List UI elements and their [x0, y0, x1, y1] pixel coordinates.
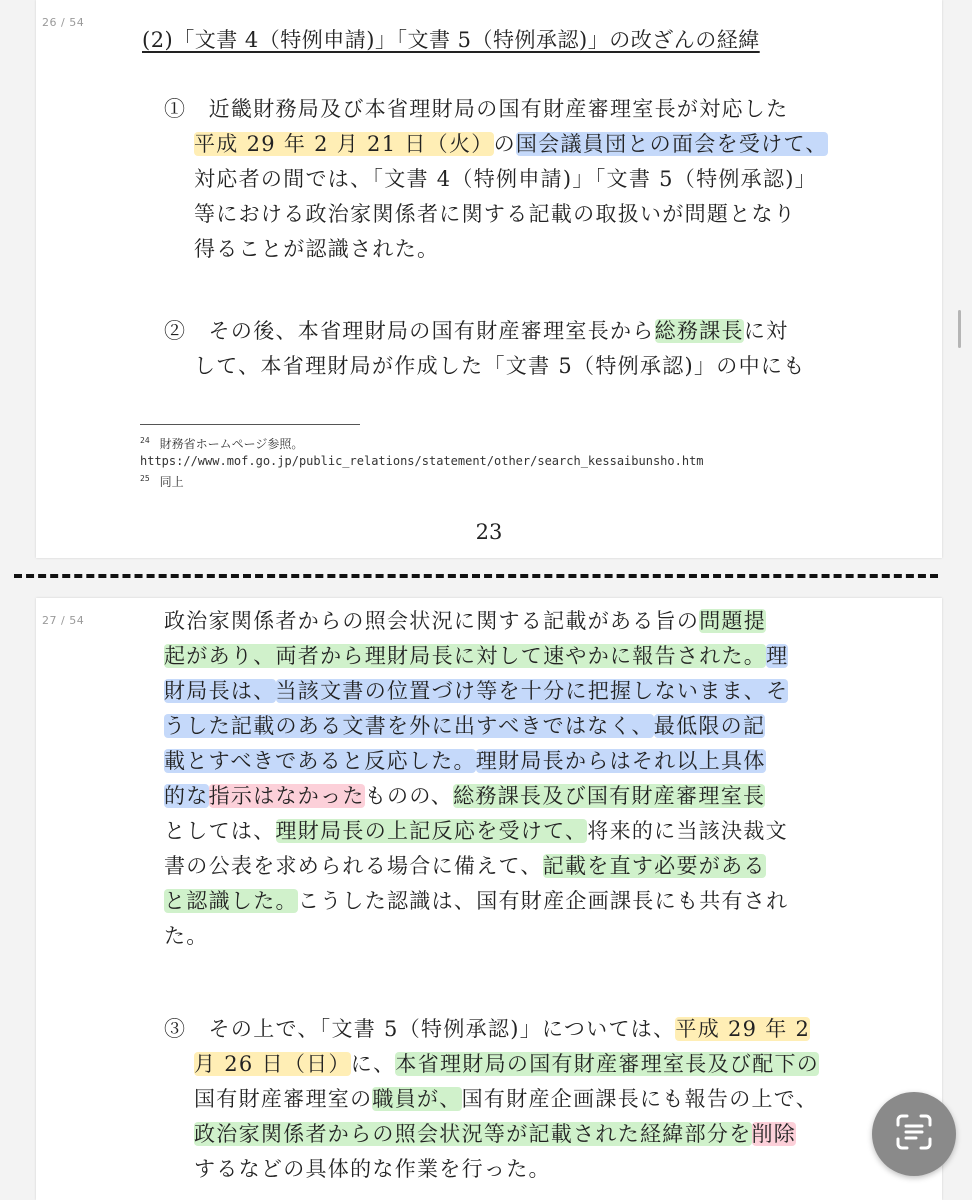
- highlight-blue: 当該文書の位置づけ等を十分に把握しないまま、そ: [275, 679, 789, 703]
- text-span: に、: [350, 1052, 396, 1076]
- footnote-text: 同上: [159, 475, 184, 489]
- highlight-blue: 最低限の記: [653, 714, 766, 738]
- text-span: 政治家関係者からの照会状況に関する記載がある旨の: [164, 609, 700, 633]
- footnotes: [140, 432, 704, 491]
- highlight-blue: 財局長は、: [164, 679, 276, 703]
- highlight-blue: 国会議員団との面会を受けて、: [515, 132, 828, 156]
- footnote-24: [140, 432, 704, 453]
- text-span: 書の公表を求められる場合に備えて、: [164, 854, 543, 878]
- section-heading: (2)「文書 4（特例申請)」「文書 5（特例承認)」の改ざんの経緯: [142, 28, 760, 52]
- text-span: ② その後、本省理財局の国有財産審理室長から: [164, 319, 655, 343]
- highlight-blue: 理財局長からはそれ以上具体: [475, 749, 766, 773]
- scrollbar-thumb[interactable]: [958, 310, 961, 348]
- text-span: の: [493, 132, 516, 156]
- footnote-divider: [140, 424, 360, 425]
- highlight-yellow: 平成 29 年 2: [675, 1017, 811, 1041]
- text-line: して、本省理財局が作成した「文書 5（特例承認)」の中にも: [194, 354, 806, 378]
- highlight-green: 本省理財局の国有財産審理室長及び配下の: [395, 1052, 820, 1076]
- text-line: [194, 1117, 864, 1152]
- text-line: [164, 604, 864, 639]
- page-indicator: 26 / 54: [42, 16, 85, 29]
- paragraph-continued: [164, 604, 864, 954]
- text-line: [164, 779, 864, 814]
- page-folio-number: 23: [475, 520, 503, 544]
- text-span: 国有財産企画課長にも報告の上で、: [461, 1087, 818, 1111]
- text-line: [194, 127, 864, 162]
- text-span: に対: [743, 319, 789, 343]
- page-indicator: 27 / 54: [42, 614, 85, 627]
- highlight-blue: 載とすべきであると反応した。: [164, 749, 476, 773]
- paragraph-3: [164, 1012, 864, 1187]
- text-scan-button[interactable]: [872, 1092, 956, 1176]
- highlight-green: と認識した。: [164, 889, 298, 913]
- highlight-green: 記載を直す必要がある: [542, 854, 766, 878]
- text-span: 将来的に当該決裁文: [587, 819, 788, 843]
- footnote-url: https://www.mof.go.jp/public_relations/statement/other/search_kessaibunsho.htm: [140, 454, 704, 468]
- highlight-green: 理財局長の上記反応を受けて、: [275, 819, 588, 843]
- highlight-pink: 指示はなかった: [208, 784, 365, 808]
- text-line: [164, 849, 864, 884]
- document-page-26: [36, 0, 942, 558]
- text-span: ③ その上で、「文書 5（特例承認)」については、: [164, 1017, 676, 1041]
- text-span: こうした認識は、国有財産企画課長にも共有され: [297, 889, 789, 913]
- highlight-green: 職員が、: [372, 1087, 462, 1111]
- text-line: するなどの具体的な作業を行った。: [194, 1157, 551, 1181]
- highlight-green: 総務課長: [654, 319, 744, 343]
- page-separator: [14, 574, 938, 578]
- highlight-yellow: 平成 29 年 2 月 21 日（火）: [194, 132, 494, 156]
- paragraph-2: [164, 314, 864, 384]
- highlight-green: 問題提: [699, 609, 767, 633]
- footnote-number: 24: [140, 436, 150, 445]
- text-span: ものの、: [364, 784, 454, 808]
- text-line: [164, 884, 864, 919]
- document-page-27: [36, 598, 942, 1200]
- text-line: [194, 1047, 864, 1082]
- footnote-text: 財務省ホームページ参照。: [159, 437, 304, 451]
- text-span: としては、: [164, 819, 276, 843]
- highlight-green: 起があり、両者から理財局長に対して速やかに報告された。: [164, 644, 767, 668]
- highlight-green: 政治家関係者からの照会状況等が記載された経緯部分を: [194, 1122, 752, 1146]
- text-line: 等における政治家関係者に関する記載の取扱いが問題となり: [194, 202, 797, 226]
- text-line: [164, 1012, 864, 1047]
- highlight-pink: 削除: [751, 1122, 797, 1146]
- text-line: た。: [164, 924, 209, 948]
- text-line: [164, 709, 864, 744]
- paragraph-1: [164, 92, 864, 267]
- text-line: [164, 314, 864, 349]
- highlight-green: 総務課長及び国有財産審理室長: [453, 784, 766, 808]
- text-line: 得ることが認識された。: [194, 237, 440, 261]
- text-line: [164, 639, 864, 674]
- text-line: ① 近畿財務局及び本省理財局の国有財産審理室長が対応した: [164, 97, 789, 121]
- text-line: [194, 1082, 864, 1117]
- text-span: 国有財産審理室の: [194, 1087, 373, 1111]
- highlight-blue: 理: [766, 644, 789, 668]
- text-line: [164, 674, 864, 709]
- text-scan-icon: [894, 1112, 934, 1156]
- highlight-blue: うした記載のある文書を外に出すべきではなく、: [164, 714, 654, 738]
- footnote-number: 25: [140, 474, 150, 483]
- text-line: [164, 814, 864, 849]
- footnote-25: [140, 470, 704, 491]
- text-line: [164, 744, 864, 779]
- highlight-yellow: 月 26 日（日）: [194, 1052, 351, 1076]
- text-line: 対応者の間では、「文書 4（特例申請)」「文書 5（特例承認)」: [194, 167, 818, 191]
- highlight-blue: 的な: [164, 784, 209, 808]
